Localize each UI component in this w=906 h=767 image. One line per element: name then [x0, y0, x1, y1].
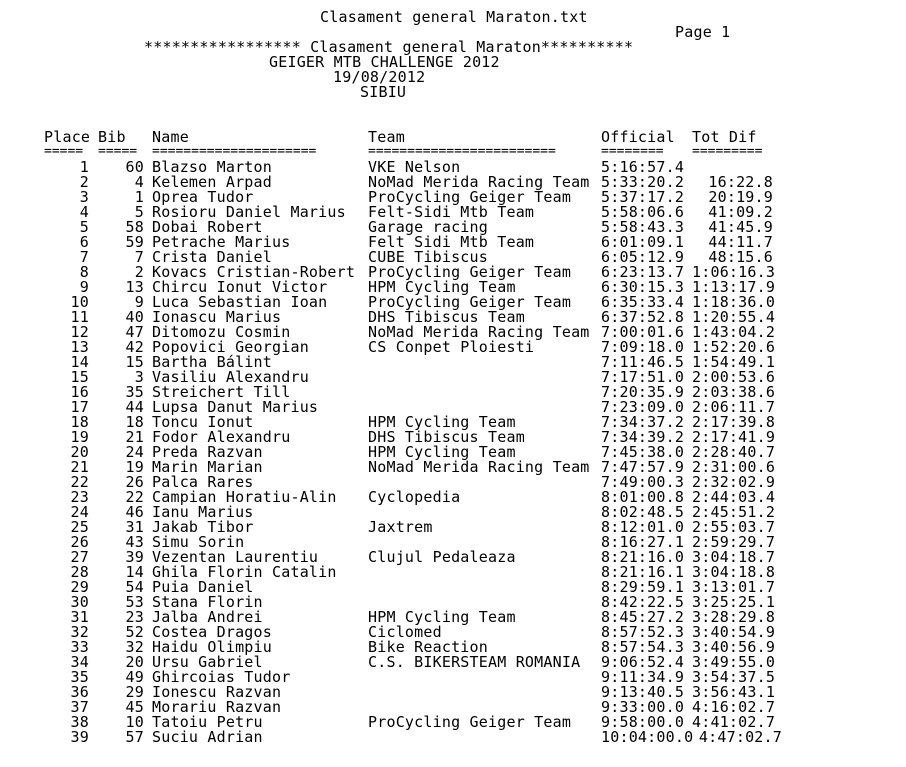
row-total-difference: 41:45.9: [708, 218, 773, 236]
row-official-time: 7:34:37.2: [601, 413, 685, 431]
row-official-time: 9:11:34.9: [601, 668, 685, 686]
row-place: 34: [70, 653, 89, 671]
row-official-time: 8:21:16.0: [601, 548, 685, 566]
row-official-time: 8:29:59.1: [601, 578, 685, 596]
row-total-difference: 4:16:02.7: [692, 698, 776, 716]
row-bib: 26: [125, 473, 144, 491]
row-name: Kovacs Cristian-Robert: [152, 263, 356, 281]
row-bib: 58: [125, 218, 144, 236]
row-place: 1: [79, 158, 89, 176]
row-bib: 3: [134, 368, 144, 386]
row-place: 29: [70, 578, 89, 596]
row-name: Ianu Marius: [152, 503, 254, 521]
row-team: ProCycling Geiger Team: [368, 188, 572, 206]
row-bib: 35: [125, 383, 144, 401]
row-official-time: 6:05:12.9: [601, 248, 685, 266]
row-place: 21: [70, 458, 89, 476]
row-name: Tatoiu Petru: [152, 713, 263, 731]
row-official-time: 8:45:27.2: [601, 608, 685, 626]
row-total-difference: 2:00:53.6: [692, 368, 776, 386]
row-total-difference: 1:13:17.9: [692, 278, 776, 296]
row-name: Kelemen Arpad: [152, 173, 272, 191]
row-total-difference: 2:03:38.6: [692, 383, 776, 401]
row-bib: 32: [125, 638, 144, 656]
row-bib: 43: [125, 533, 144, 551]
row-team: Bike Reaction: [368, 638, 488, 656]
row-total-difference: 2:55:03.7: [692, 518, 776, 536]
row-place: 8: [79, 263, 89, 281]
row-total-difference: 4:41:02.7: [692, 713, 776, 731]
row-official-time: 8:16:27.1: [601, 533, 685, 551]
row-team: Jaxtrem: [368, 518, 433, 536]
row-name: Puia Daniel: [152, 578, 254, 596]
row-total-difference: 2:32:02.9: [692, 473, 776, 491]
row-official-time: 7:34:39.2: [601, 428, 685, 446]
row-team: Garage racing: [368, 218, 488, 236]
row-place: 2: [79, 173, 89, 191]
row-place: 12: [70, 323, 89, 341]
event-name: GEIGER MTB CHALLENGE 2012: [269, 53, 500, 71]
row-bib: 49: [125, 668, 144, 686]
row-official-time: 7:23:09.0: [601, 398, 685, 416]
row-place: 32: [70, 623, 89, 641]
row-total-difference: 4:47:02.7: [698, 728, 782, 746]
row-official-time: 7:11:46.5: [601, 353, 685, 371]
row-total-difference: 2:59:29.7: [692, 533, 776, 551]
row-total-difference: 2:28:40.7: [692, 443, 776, 461]
row-place: 15: [70, 368, 89, 386]
row-name: Dobai Robert: [152, 218, 263, 236]
row-name: Marin Marian: [152, 458, 263, 476]
row-official-time: 6:01:09.1: [601, 233, 685, 251]
separator-official: ========: [601, 144, 664, 159]
row-official-time: 5:16:57.4: [601, 158, 685, 176]
table-row: [0, 730, 906, 745]
row-name: Ursu Gabriel: [152, 653, 263, 671]
column-header-official: Official: [601, 128, 675, 146]
row-team: DHS Tibiscus Team: [368, 308, 525, 326]
row-name: Ghircoias Tudor: [152, 668, 291, 686]
row-name: Chircu Ionut Victor: [152, 278, 328, 296]
row-name: Vezentan Laurentiu: [152, 548, 319, 566]
row-place: 22: [70, 473, 89, 491]
row-official-time: 9:58:00.0: [601, 713, 685, 731]
row-name: Campian Horatiu-Alin: [152, 488, 337, 506]
row-place: 14: [70, 353, 89, 371]
row-place: 38: [70, 713, 89, 731]
row-official-time: 6:35:33.4: [601, 293, 685, 311]
row-official-time: 9:33:00.0: [601, 698, 685, 716]
separator-team: ========================: [368, 144, 556, 159]
row-team: CUBE Tibiscus: [368, 248, 488, 266]
row-official-time: 6:37:52.8: [601, 308, 685, 326]
row-team: Cyclopedia: [368, 488, 461, 506]
row-total-difference: 3:40:54.9: [692, 623, 776, 641]
row-bib: 53: [125, 593, 144, 611]
row-bib: 15: [125, 353, 144, 371]
row-official-time: 7:45:38.0: [601, 443, 685, 461]
row-bib: 9: [134, 293, 144, 311]
row-bib: 7: [134, 248, 144, 266]
row-bib: 22: [125, 488, 144, 506]
row-official-time: 7:20:35.9: [601, 383, 685, 401]
row-place: 39: [70, 728, 89, 746]
row-total-difference: 3:40:56.9: [692, 638, 776, 656]
row-place: 28: [70, 563, 89, 581]
row-place: 37: [70, 698, 89, 716]
row-team: Ciclomed: [368, 623, 442, 641]
row-place: 26: [70, 533, 89, 551]
row-team: HPM Cycling Team: [368, 443, 516, 461]
row-total-difference: 48:15.6: [708, 248, 773, 266]
row-total-difference: 3:04:18.8: [692, 563, 776, 581]
row-place: 13: [70, 338, 89, 356]
row-official-time: 7:00:01.6: [601, 323, 685, 341]
row-place: 16: [70, 383, 89, 401]
row-place: 31: [70, 608, 89, 626]
row-name: Preda Razvan: [152, 443, 263, 461]
row-place: 36: [70, 683, 89, 701]
row-bib: 18: [125, 413, 144, 431]
row-place: 27: [70, 548, 89, 566]
separator-name: =====================: [152, 144, 317, 159]
row-official-time: 8:57:52.3: [601, 623, 685, 641]
row-bib: 60: [125, 158, 144, 176]
row-place: 7: [79, 248, 89, 266]
row-total-difference: 3:04:18.7: [692, 548, 776, 566]
row-team: ProCycling Geiger Team: [368, 293, 572, 311]
row-official-time: 7:17:51.0: [601, 368, 685, 386]
row-official-time: 8:21:16.1: [601, 563, 685, 581]
row-team: Felt Sidi Mtb Team: [368, 233, 535, 251]
row-name: Fodor Alexandru: [152, 428, 291, 446]
row-official-time: 6:30:15.3: [601, 278, 685, 296]
row-place: 5: [79, 218, 89, 236]
row-total-difference: 3:54:37.5: [692, 668, 776, 686]
row-total-difference: 3:49:55.0: [692, 653, 776, 671]
row-name: Ionescu Razvan: [152, 683, 282, 701]
row-team: NoMad Merida Racing Team: [368, 323, 590, 341]
row-bib: 1: [134, 188, 144, 206]
row-total-difference: 3:56:43.1: [692, 683, 776, 701]
row-place: 3: [79, 188, 89, 206]
row-total-difference: 2:44:03.4: [692, 488, 776, 506]
row-official-time: 6:23:13.7: [601, 263, 685, 281]
row-name: Luca Sebastian Ioan: [152, 293, 328, 311]
row-total-difference: 2:31:00.6: [692, 458, 776, 476]
row-name: Streichert Till: [152, 383, 291, 401]
row-team: ProCycling Geiger Team: [368, 263, 572, 281]
row-team: HPM Cycling Team: [368, 608, 516, 626]
row-total-difference: 16:22.8: [708, 173, 773, 191]
row-name: Popovici Georgian: [152, 338, 309, 356]
row-name: Ionascu Marius: [152, 308, 282, 326]
row-bib: 44: [125, 398, 144, 416]
row-name: Crista Daniel: [152, 248, 272, 266]
row-name: Toncu Ionut: [152, 413, 254, 431]
row-bib: 2: [134, 263, 144, 281]
row-total-difference: 1:06:16.3: [692, 263, 776, 281]
row-team: CS Conpet Ploiesti: [368, 338, 535, 356]
separator-place: =====: [44, 144, 84, 159]
separator-tot-dif: =========: [692, 144, 763, 159]
row-place: 10: [70, 293, 89, 311]
row-total-difference: 1:18:36.0: [692, 293, 776, 311]
row-name: Vasiliu Alexandru: [152, 368, 309, 386]
row-place: 9: [79, 278, 89, 296]
row-place: 17: [70, 398, 89, 416]
row-bib: 40: [125, 308, 144, 326]
row-team: NoMad Merida Racing Team: [368, 173, 590, 191]
row-name: Morariu Razvan: [152, 698, 282, 716]
row-total-difference: 1:43:04.2: [692, 323, 776, 341]
row-place: 25: [70, 518, 89, 536]
row-official-time: 7:09:18.0: [601, 338, 685, 356]
row-name: Lupsa Danut Marius: [152, 398, 319, 416]
row-place: 33: [70, 638, 89, 656]
results-table: [0, 160, 906, 745]
row-official-time: 5:33:20.2: [601, 173, 685, 191]
row-name: Jakab Tibor: [152, 518, 254, 536]
row-bib: 42: [125, 338, 144, 356]
row-name: Bartha Bálint: [152, 353, 272, 371]
row-team: C.S. BIKERSTEAM ROMANIA: [368, 653, 581, 671]
row-bib: 13: [125, 278, 144, 296]
row-bib: 4: [134, 173, 144, 191]
event-location: SIBIU: [360, 83, 407, 101]
row-official-time: 9:06:52.4: [601, 653, 685, 671]
document-file-title: Clasament general Maraton.txt: [320, 8, 588, 26]
row-name: Ditomozu Cosmin: [152, 323, 291, 341]
row-team: VKE Nelson: [368, 158, 461, 176]
row-total-difference: 20:19.9: [708, 188, 773, 206]
row-name: Palca Rares: [152, 473, 254, 491]
separator-bib: =====: [98, 144, 138, 159]
row-official-time: 5:58:43.3: [601, 218, 685, 236]
row-total-difference: 3:13:01.7: [692, 578, 776, 596]
row-place: 18: [70, 413, 89, 431]
row-total-difference: 44:11.7: [708, 233, 773, 251]
row-place: 19: [70, 428, 89, 446]
row-official-time: 8:12:01.0: [601, 518, 685, 536]
row-total-difference: 2:06:11.7: [692, 398, 776, 416]
row-name: Simu Sorin: [152, 533, 245, 551]
row-bib: 10: [125, 713, 144, 731]
row-team: DHS Tibiscus Team: [368, 428, 525, 446]
row-name: Costea Dragos: [152, 623, 272, 641]
ranking-title: ***************** Clasament general Maraton**********: [144, 38, 634, 56]
row-name: Suciu Adrian: [152, 728, 263, 746]
row-team: Clujul Pedaleaza: [368, 548, 516, 566]
row-official-time: 7:47:57.9: [601, 458, 685, 476]
row-place: 6: [79, 233, 89, 251]
row-bib: 39: [125, 548, 144, 566]
row-total-difference: 2:17:41.9: [692, 428, 776, 446]
page-number-label: Page 1: [675, 23, 731, 41]
column-header-name: Name: [152, 128, 189, 146]
row-official-time: 8:02:48.5: [601, 503, 685, 521]
row-name: Ghila Florin Catalin: [152, 563, 337, 581]
row-bib: 19: [125, 458, 144, 476]
row-total-difference: 3:28:29.8: [692, 608, 776, 626]
row-name: Haidu Olimpiu: [152, 638, 272, 656]
row-bib: 29: [125, 683, 144, 701]
row-total-difference: 1:20:55.4: [692, 308, 776, 326]
row-bib: 24: [125, 443, 144, 461]
row-name: Rosioru Daniel Marius: [152, 203, 346, 221]
row-place: 24: [70, 503, 89, 521]
column-header-place: Place: [44, 128, 91, 146]
row-bib: 46: [125, 503, 144, 521]
row-total-difference: 2:17:39.8: [692, 413, 776, 431]
row-official-time: 5:58:06.6: [601, 203, 685, 221]
column-header-bib: Bib: [98, 128, 126, 146]
row-team: HPM Cycling Team: [368, 278, 516, 296]
row-team: Felt-Sidi Mtb Team: [368, 203, 535, 221]
row-bib: 5: [134, 203, 144, 221]
row-official-time: 5:37:17.2: [601, 188, 685, 206]
row-total-difference: 2:45:51.2: [692, 503, 776, 521]
row-place: 23: [70, 488, 89, 506]
row-name: Petrache Marius: [152, 233, 291, 251]
row-official-time: 8:01:00.8: [601, 488, 685, 506]
row-bib: 14: [125, 563, 144, 581]
row-bib: 45: [125, 698, 144, 716]
row-place: 20: [70, 443, 89, 461]
event-date: 19/08/2012: [333, 68, 426, 86]
row-total-difference: 1:52:20.6: [692, 338, 776, 356]
row-total-difference: 3:25:25.1: [692, 593, 776, 611]
row-bib: 52: [125, 623, 144, 641]
row-bib: 59: [125, 233, 144, 251]
row-place: 4: [79, 203, 89, 221]
row-bib: 31: [125, 518, 144, 536]
row-bib: 47: [125, 323, 144, 341]
row-place: 35: [70, 668, 89, 686]
row-bib: 54: [125, 578, 144, 596]
row-bib: 23: [125, 608, 144, 626]
row-name: Stana Florin: [152, 593, 263, 611]
row-name: Blazso Marton: [152, 158, 272, 176]
row-official-time: 10:04:00.0: [601, 728, 694, 746]
row-place: 30: [70, 593, 89, 611]
column-header-team: Team: [368, 128, 405, 146]
row-total-difference: 1:54:49.1: [692, 353, 776, 371]
row-team: ProCycling Geiger Team: [368, 713, 572, 731]
row-bib: 57: [125, 728, 144, 746]
row-official-time: 8:57:54.3: [601, 638, 685, 656]
row-total-difference: 41:09.2: [708, 203, 773, 221]
row-name: Oprea Tudor: [152, 188, 254, 206]
column-header-tot-dif: Tot Dif: [692, 128, 757, 146]
row-team: HPM Cycling Team: [368, 413, 516, 431]
row-name: Jalba Andrei: [152, 608, 263, 626]
row-official-time: 7:49:00.3: [601, 473, 685, 491]
row-official-time: 9:13:40.5: [601, 683, 685, 701]
row-bib: 20: [125, 653, 144, 671]
row-bib: 21: [125, 428, 144, 446]
row-team: NoMad Merida Racing Team: [368, 458, 590, 476]
row-place: 11: [70, 308, 89, 326]
row-official-time: 8:42:22.5: [601, 593, 685, 611]
